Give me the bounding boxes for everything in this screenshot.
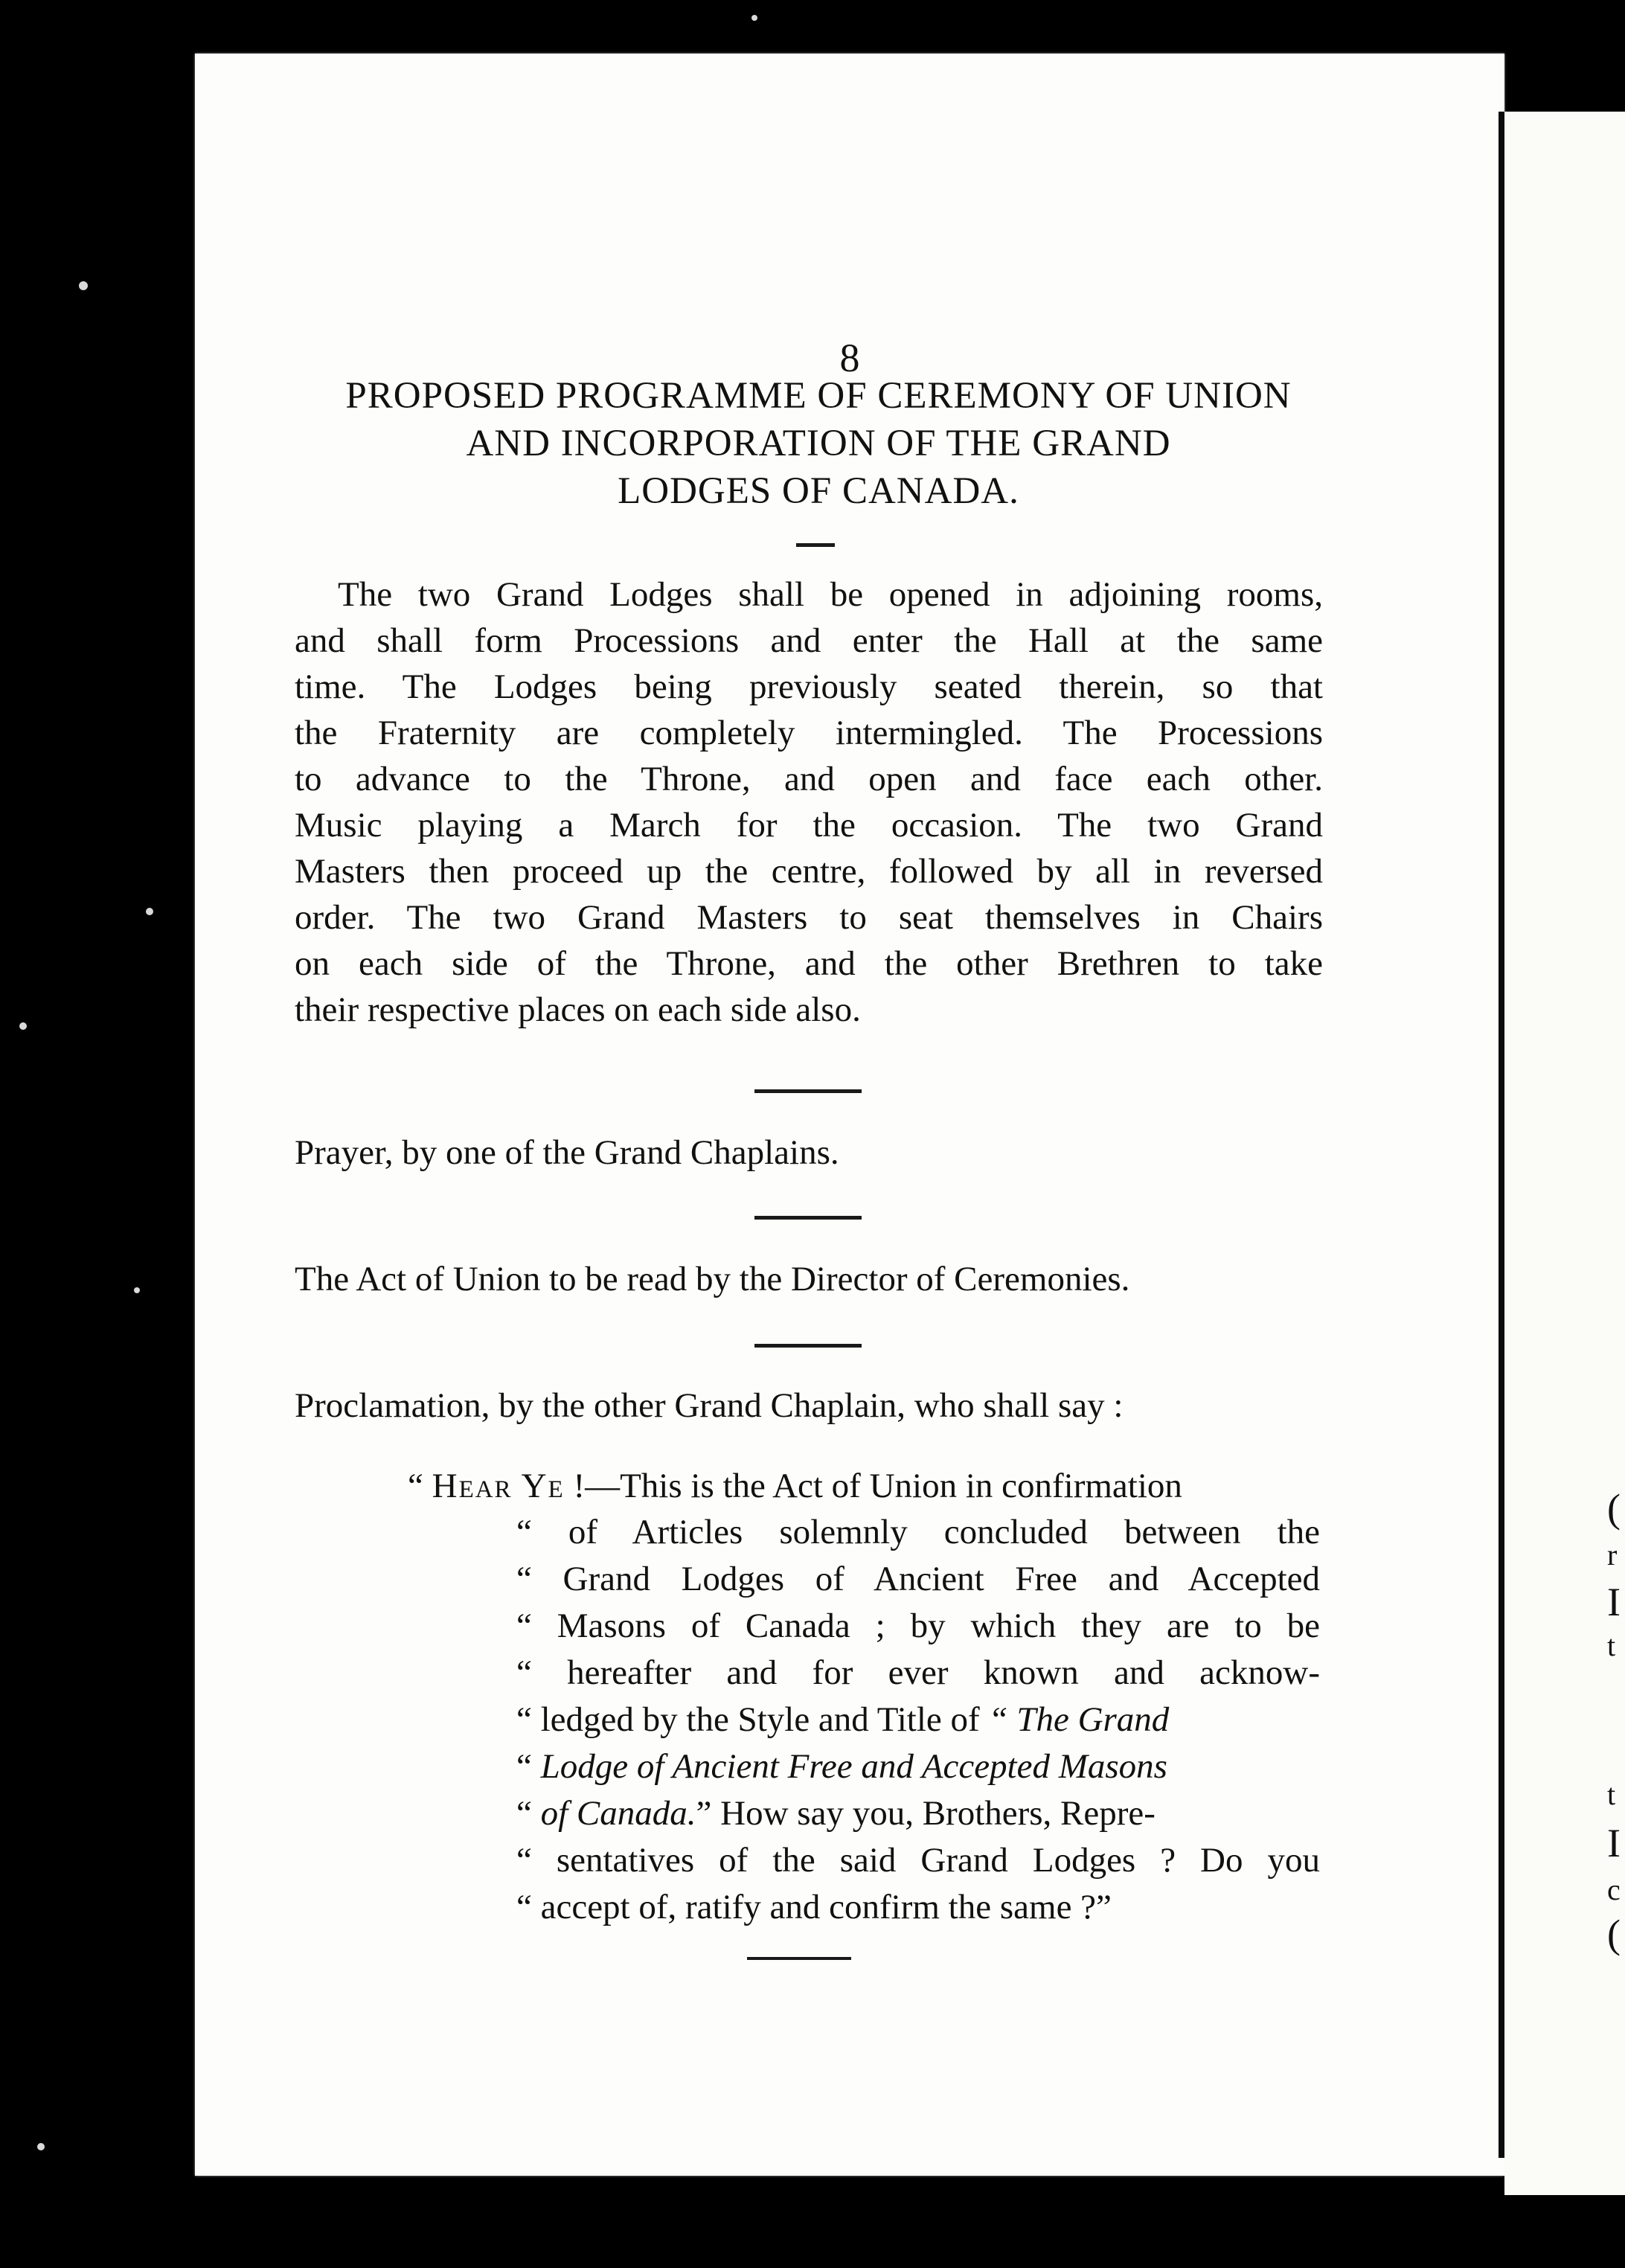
- style-title-italic: Lodge of Ancient Free and Accepted Masons: [540, 1747, 1167, 1786]
- quotation-block: [516, 1509, 1320, 1931]
- quotation-line: “ accept of, ratify and confirm the same ?”: [516, 1888, 1112, 1926]
- paragraph-line: order. The two Grand Masters to seat themselves in Chairs: [295, 898, 1323, 937]
- style-title-italic: “ The Grand: [988, 1700, 1170, 1739]
- quotation-line: [516, 1743, 1320, 1790]
- quotation-line: [516, 1790, 1320, 1837]
- hear-ye-heading: Hear Ye: [432, 1467, 565, 1505]
- end-divider: [747, 1957, 851, 1960]
- facing-page-glyph: I: [1607, 1580, 1621, 1624]
- scan-speck: [751, 15, 757, 21]
- style-title-italic: of Canada.: [540, 1794, 696, 1833]
- paragraph-line: time. The Lodges being previously seated therein, so that: [295, 667, 1323, 706]
- facing-page-glyph: I: [1607, 1821, 1621, 1865]
- act-of-union-line: The Act of Union to be read by the Director of Ceremonies.: [295, 1260, 1130, 1298]
- quotation-line: [516, 1697, 1320, 1743]
- paragraph-line: the Fraternity are completely intermingled. The Processions: [295, 714, 1323, 752]
- quotation-line: “ Masons of Canada ; by which they are to be: [516, 1606, 1320, 1645]
- quotation-line: “ sentatives of the said Grand Lodges ? Do you: [516, 1841, 1320, 1880]
- quotation-text: !—This is the Act of Union in confirmation: [564, 1467, 1182, 1505]
- paragraph-line: and shall form Processions and enter the Hall at the same: [295, 621, 1323, 660]
- scan-speck: [134, 1287, 140, 1293]
- paragraph-line: their respective places on each side also.: [295, 990, 861, 1029]
- facing-page-glyph: t: [1607, 1629, 1616, 1662]
- quotation-line: “ Grand Lodges of Ancient Free and Accepted: [516, 1560, 1320, 1598]
- title-line-1: PROPOSED PROGRAMME OF CEREMONY OF UNION: [345, 375, 1292, 417]
- quotation-line: “ of Articles solemnly concluded between the: [516, 1513, 1320, 1551]
- quotation-text: ” How say you, Brothers, Repre-: [696, 1794, 1156, 1833]
- facing-page-glyph: r: [1607, 1538, 1618, 1572]
- page-number: 8: [839, 336, 860, 380]
- facing-page-glyph: (: [1607, 1912, 1621, 1956]
- paragraph-line: on each side of the Throne, and the other Brethren to take: [295, 944, 1323, 983]
- paragraph-line: Music playing a March for the occasion. The two Grand: [295, 806, 1323, 845]
- prayer-line: Prayer, by one of the Grand Chaplains.: [295, 1133, 839, 1172]
- opening-paragraph: [295, 571, 1323, 1033]
- title-line-2: AND INCORPORATION OF THE GRAND: [466, 423, 1171, 464]
- facing-page-glyph: (: [1607, 1486, 1621, 1531]
- paragraph-line: The two Grand Lodges shall be opened in adjoining rooms,: [338, 575, 1323, 614]
- quotation-first-line: [408, 1463, 1320, 1509]
- paragraph-line: to advance to the Throne, and open and face each other.: [295, 760, 1323, 798]
- proclamation-line: Proclamation, by the other Grand Chaplain, who shall say :: [295, 1386, 1124, 1425]
- quote-mark: “: [516, 1794, 541, 1833]
- paragraph-line: Masters then proceed up the centre, followed by all in reversed: [295, 852, 1323, 891]
- facing-page-glyph: t: [1607, 1778, 1616, 1811]
- section-divider: [754, 1216, 862, 1220]
- scan-speck: [146, 908, 153, 915]
- page-title: [290, 372, 1347, 515]
- scan-speck: [37, 2143, 45, 2150]
- scan-speck: [79, 281, 88, 290]
- quote-mark: “: [516, 1747, 541, 1786]
- quotation-text: “ ledged by the Style and Title of: [516, 1700, 989, 1739]
- facing-page-glyph: c: [1607, 1873, 1621, 1906]
- title-line-3: LODGES OF CANADA.: [618, 470, 1019, 512]
- short-divider: [796, 543, 835, 547]
- page-gutter: [1499, 112, 1504, 2158]
- section-divider: [754, 1344, 862, 1348]
- quotation-line: “ hereafter and for ever known and acknow-: [516, 1653, 1320, 1692]
- section-divider: [754, 1089, 862, 1093]
- scan-speck: [19, 1022, 27, 1030]
- open-quote-mark: “: [408, 1467, 423, 1505]
